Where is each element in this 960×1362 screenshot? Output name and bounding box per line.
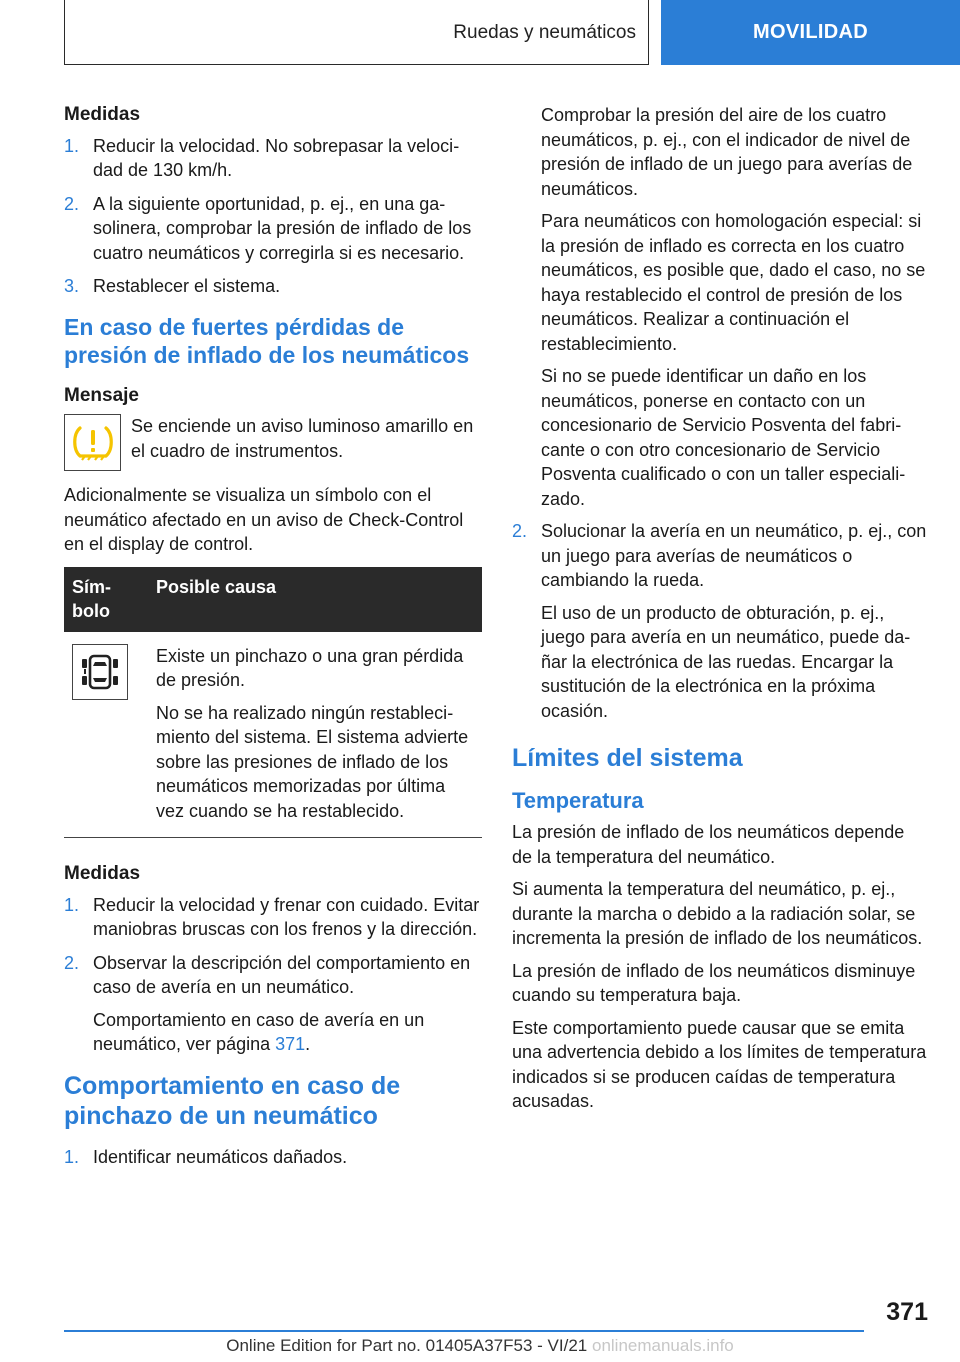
reference-end: .	[305, 1034, 311, 1054]
column-header-symbol: Símbolo	[64, 567, 148, 632]
heading-temperature: Temperatura	[512, 788, 644, 813]
footer-site: onlinemanuals.info	[591, 1336, 734, 1355]
step-number: 2.	[512, 521, 528, 541]
cause-text-2: No se ha realizado ningún restablecimiento del sistema. El sistema advierte sobre las presiones de inflado de los neumáticos memorizadas por última vez cuando se ha restablecido.	[156, 702, 469, 821]
temperature-text-4: Este comportamiento puede causar que se emita una advertencia debido a los límites de temperatura indicados si se producen caídas de temperatura acusadas.	[512, 1017, 927, 1111]
step-number: 2.	[64, 952, 80, 973]
step-number: 3.	[64, 276, 80, 296]
footer-divider	[64, 1330, 864, 1332]
reference-text: Comportamiento en caso de avería en un neumático, ver página	[93, 1009, 425, 1054]
step-number: 1.	[64, 1146, 80, 1167]
message-heading: Mensaje	[64, 384, 139, 406]
measures-heading-2: Medidas	[64, 863, 141, 884]
header-section-title: Ruedas y neumáticos	[453, 21, 636, 43]
cause-text-1: Existe un pinchazo o una gran pérdida de presión.	[156, 645, 464, 690]
list-item	[64, 951, 482, 1057]
continuation-text-3: Si no se puede identificar un daño en los neumáticos, ponerse en contacto con un concesionario de Servicio Posventa del fabricante o con otro concesionario de Servicio Posventa cualificado o con un taller especializado.	[541, 366, 906, 509]
step-text: A la siguiente oportunidad, p. ej., en una gasolinera, comprobar la presión de inflado de los cuatro neumáticos y corregirla si es necesario.	[93, 193, 472, 263]
step-text: Reducir la velocidad. No sobrepasar la velocidad de 130 km/h.	[93, 135, 460, 180]
step-text: Solucionar la avería en un neumático, p. ej., con un juego para averías de neumáticos o cambiando la rueda.	[541, 521, 927, 590]
symbol-cell	[64, 632, 148, 838]
list-item	[64, 1145, 482, 1170]
list-item	[64, 192, 482, 266]
continuation-text-1: Comprobar la presión del aire de los cuatro neumáticos, p. ej., con el indicador de nivel de presión de inflado de un juego para averías de neumáticos.	[541, 105, 913, 199]
column-header-cause: Posible causa	[148, 567, 482, 632]
list-item	[64, 134, 482, 183]
step-text: Reducir la velocidad y frenar con cuidado. Evitar maniobras bruscas con los frenos y la dirección.	[93, 894, 480, 939]
measures-heading-1: Medidas	[64, 104, 141, 125]
temperature-text-2: Si aumenta la temperatura del neumático, p. ej., durante la marcha o debido a la radiación solar, se incrementa la presión de inflado de los neumáticos.	[512, 879, 923, 948]
footer-edition: Online Edition for Part no. 01405A37F53 - VI/21	[226, 1336, 588, 1355]
right-column	[512, 103, 928, 1122]
heading-pressure-loss: En caso de fuertes pérdidas de presión de inflado de los neumáticos	[64, 313, 470, 368]
cause-cell	[148, 632, 482, 838]
step-extra-text: El uso de un producto de obturación, p. ej., juego para avería en un neumático, puede dañar la electrónica de las ruedas. Encargar la sustitución de la electrónica en la próxima ocasión.	[541, 602, 911, 721]
step-number: 2.	[64, 193, 80, 214]
list-item	[64, 893, 482, 942]
list-item	[64, 274, 482, 299]
step-number: 1.	[64, 894, 80, 915]
left-column	[64, 103, 482, 1178]
step-text: Observar la descripción del comportamiento en caso de avería en un neumático.	[93, 952, 471, 997]
message-text: Se enciende un aviso luminoso amarillo en el cuadro de instrumentos.	[131, 416, 474, 461]
step-number: 1.	[64, 135, 80, 156]
header-chapter-tab[interactable]: MOVILIDAD	[661, 0, 960, 65]
continuation-text-2: Para neumáticos con homologación especial: si la presión de inflado es correcta en los cuatro neumáticos, es posible que, dado el caso, no se haya restablecido el control de presión de los neumáticos. Realizar a continuación el restablecimiento.	[541, 211, 926, 354]
step-continuation	[512, 103, 928, 511]
check-control-paragraph: Adicionalmente se visualiza un símbolo con el neumático afectado en un aviso de Check-Control en el display de control.	[64, 485, 464, 554]
temperature-text-3: La presión de inflado de los neumáticos disminuye cuando su temperatura baja.	[512, 960, 916, 1005]
step-text: Restablecer el sistema.	[93, 276, 281, 296]
step-reference	[93, 1008, 482, 1057]
heading-puncture: Comportamiento en caso de pinchazo de un neumático	[64, 1071, 401, 1130]
temperature-text-1: La presión de inflado de los neumáticos depende de la temperatura del neumático.	[512, 822, 905, 867]
page-link[interactable]: 371	[275, 1034, 306, 1054]
heading-system-limits: Límites del sistema	[512, 744, 743, 772]
step-text: Identificar neumáticos dañados.	[93, 1146, 348, 1167]
car-tire-damage-icon	[72, 644, 128, 700]
symbol-table	[64, 567, 482, 839]
tire-pressure-warning-icon	[64, 414, 121, 471]
list-item	[512, 519, 928, 723]
message-block	[64, 414, 482, 471]
table-row	[64, 632, 482, 838]
footer	[0, 1336, 960, 1356]
page-number: 371	[886, 1298, 928, 1326]
